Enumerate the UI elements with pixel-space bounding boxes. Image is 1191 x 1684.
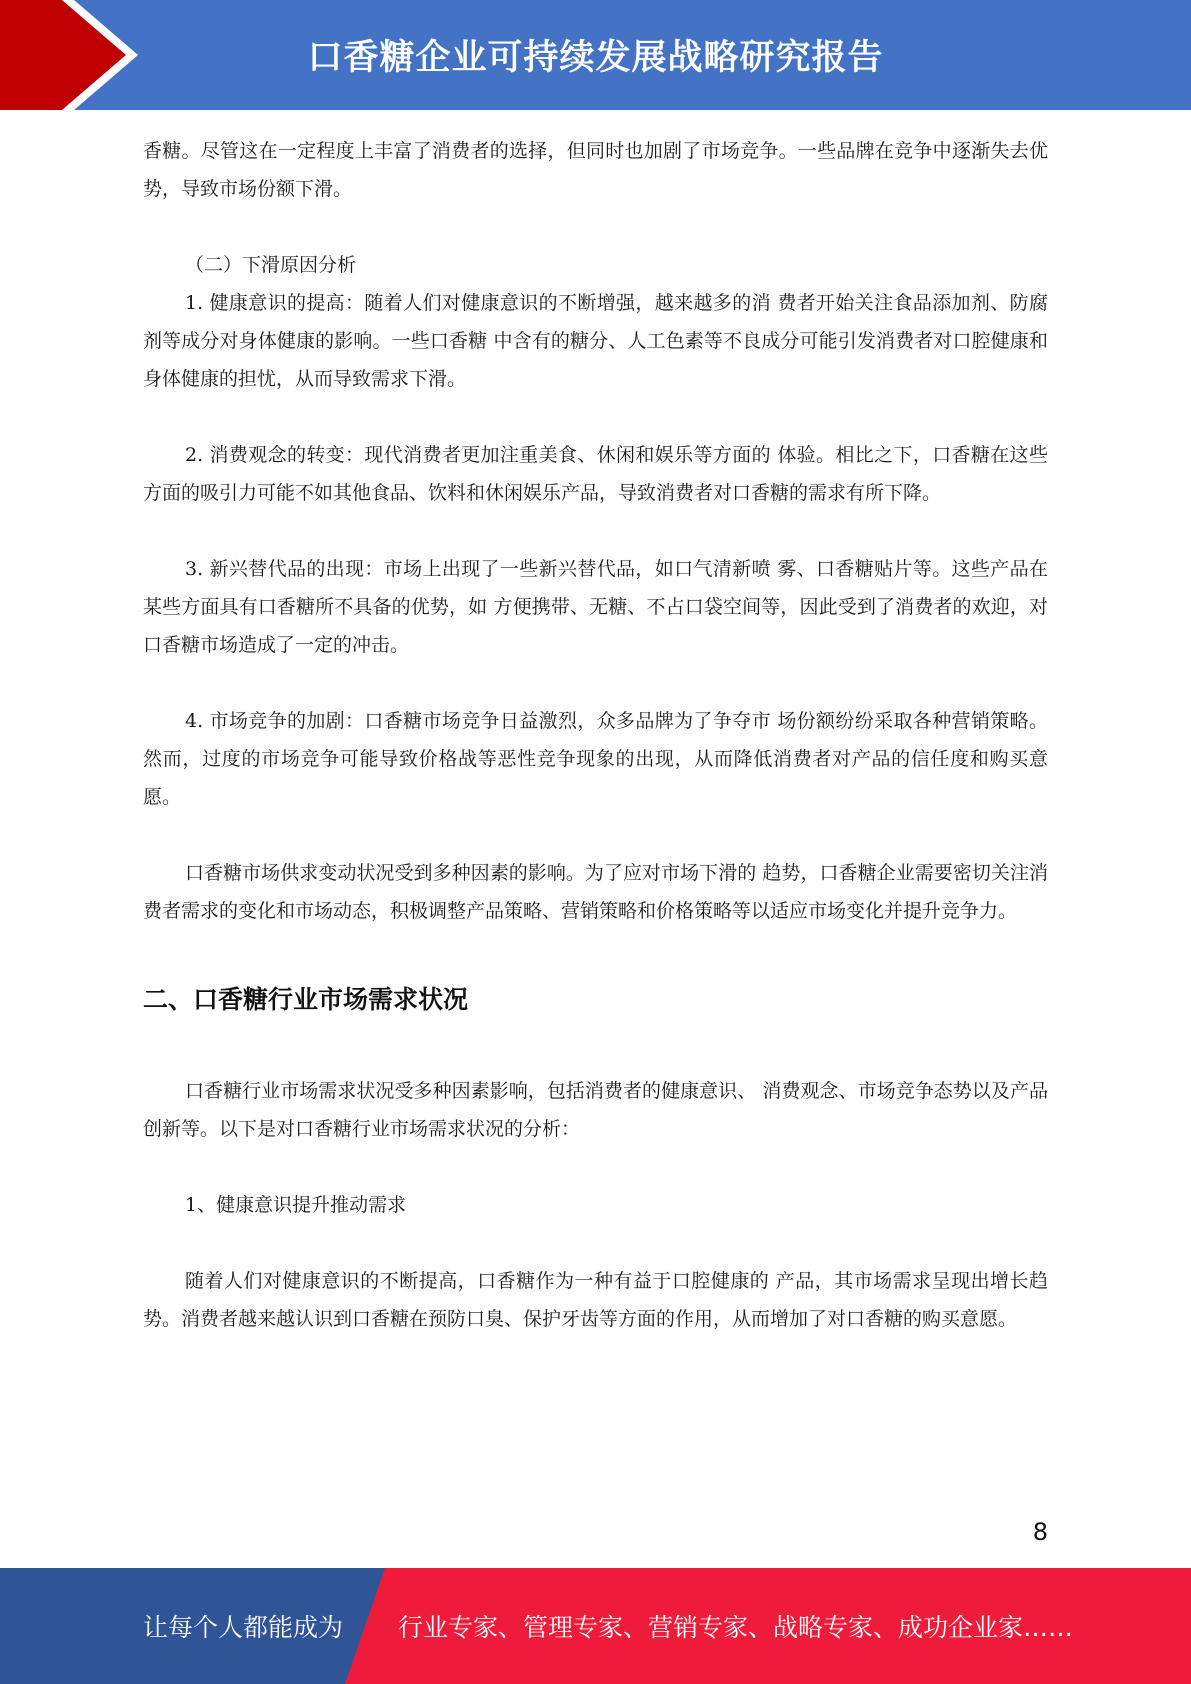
list-item-heading: 1、健康意识提升推动需求 bbox=[185, 1194, 407, 1216]
page-body bbox=[143, 132, 1048, 1338]
chevron-icon bbox=[0, 0, 150, 110]
header-bar bbox=[0, 0, 1191, 110]
paragraph-summary: 口香糖市场供求变动状况受到多种因素的影响。为了应对市场下滑的 趋势，口香糖企业需要密切关注消费者需求的变化和市场动态，积极调整产品策略、营销策略和价格策略等以适应市场变化并提升竞争力。 bbox=[143, 862, 1048, 922]
section-heading: 二、口香糖行业市场需求状况 bbox=[143, 985, 469, 1014]
paragraph-continued: 香糖。尽管这在一定程度上丰富了消费者的选择，但同时也加剧了市场竞争。一些品牌在竞争中逐渐失去优势，导致市场份额下滑。 bbox=[143, 140, 1048, 200]
footer-slogan-right: 行业专家、管理专家、营销专家、战略专家、成功企业家…… bbox=[398, 1613, 1074, 1642]
page-number: 8 bbox=[1032, 1518, 1048, 1546]
report-title: 口香糖企业可持续发展战略研究报告 bbox=[307, 38, 884, 78]
footer-slogan-left: 让每个人都能成为 bbox=[143, 1613, 344, 1642]
paragraph-competition: 4. 市场竞争的加剧：口香糖市场竞争日益激烈，众多品牌为了争夺市 场份额纷纷采取各种营销策略。然而，过度的市场竞争可能导致价格战等恶性竞争现象的出现，从而降低消费者对产品的信任度和购买意愿。 bbox=[143, 710, 1048, 808]
paragraph-demand-health: 随着人们对健康意识的不断提高，口香糖作为一种有益于口腔健康的 产品，其市场需求呈现出增长趋势。消费者越来越认识到口香糖在预防口臭、保护牙齿等方面的作用，从而增加了对口香糖的购买意愿。 bbox=[143, 1270, 1048, 1330]
sub-heading: （二）下滑原因分析 bbox=[185, 254, 357, 276]
footer-bar bbox=[0, 1568, 1191, 1684]
paragraph-consumption-concept: 2. 消费观念的转变：现代消费者更加注重美食、休闲和娱乐等方面的 体验。相比之下，口香糖在这些方面的吸引力可能不如其他食品、饮料和休闲娱乐产品，导致消费者对口香糖的需求有所下降。 bbox=[143, 444, 1048, 504]
paragraph-health-awareness: 1. 健康意识的提高：随着人们对健康意识的不断增强，越来越多的消 费者开始关注食品添加剂、防腐剂等成分对身体健康的影响。一些口香糖 中含有的糖分、人工色素等不良成分可能引发消费者对口腔健康和身体健康的担忧，从而导致需求下滑。 bbox=[143, 292, 1048, 390]
paragraph-substitutes: 3. 新兴替代品的出现：市场上出现了一些新兴替代品，如口气清新喷 雾、口香糖贴片等。这些产品在某些方面具有口香糖所不具备的优势，如 方便携带、无糖、不占口袋空间等，因此受到了消费者的欢迎，对口香糖市场造成了一定的冲击。 bbox=[143, 558, 1048, 656]
paragraph-demand-intro: 口香糖行业市场需求状况受多种因素影响，包括消费者的健康意识、 消费观念、市场竞争态势以及产品创新等。以下是对口香糖行业市场需求状况的分析： bbox=[143, 1080, 1048, 1140]
